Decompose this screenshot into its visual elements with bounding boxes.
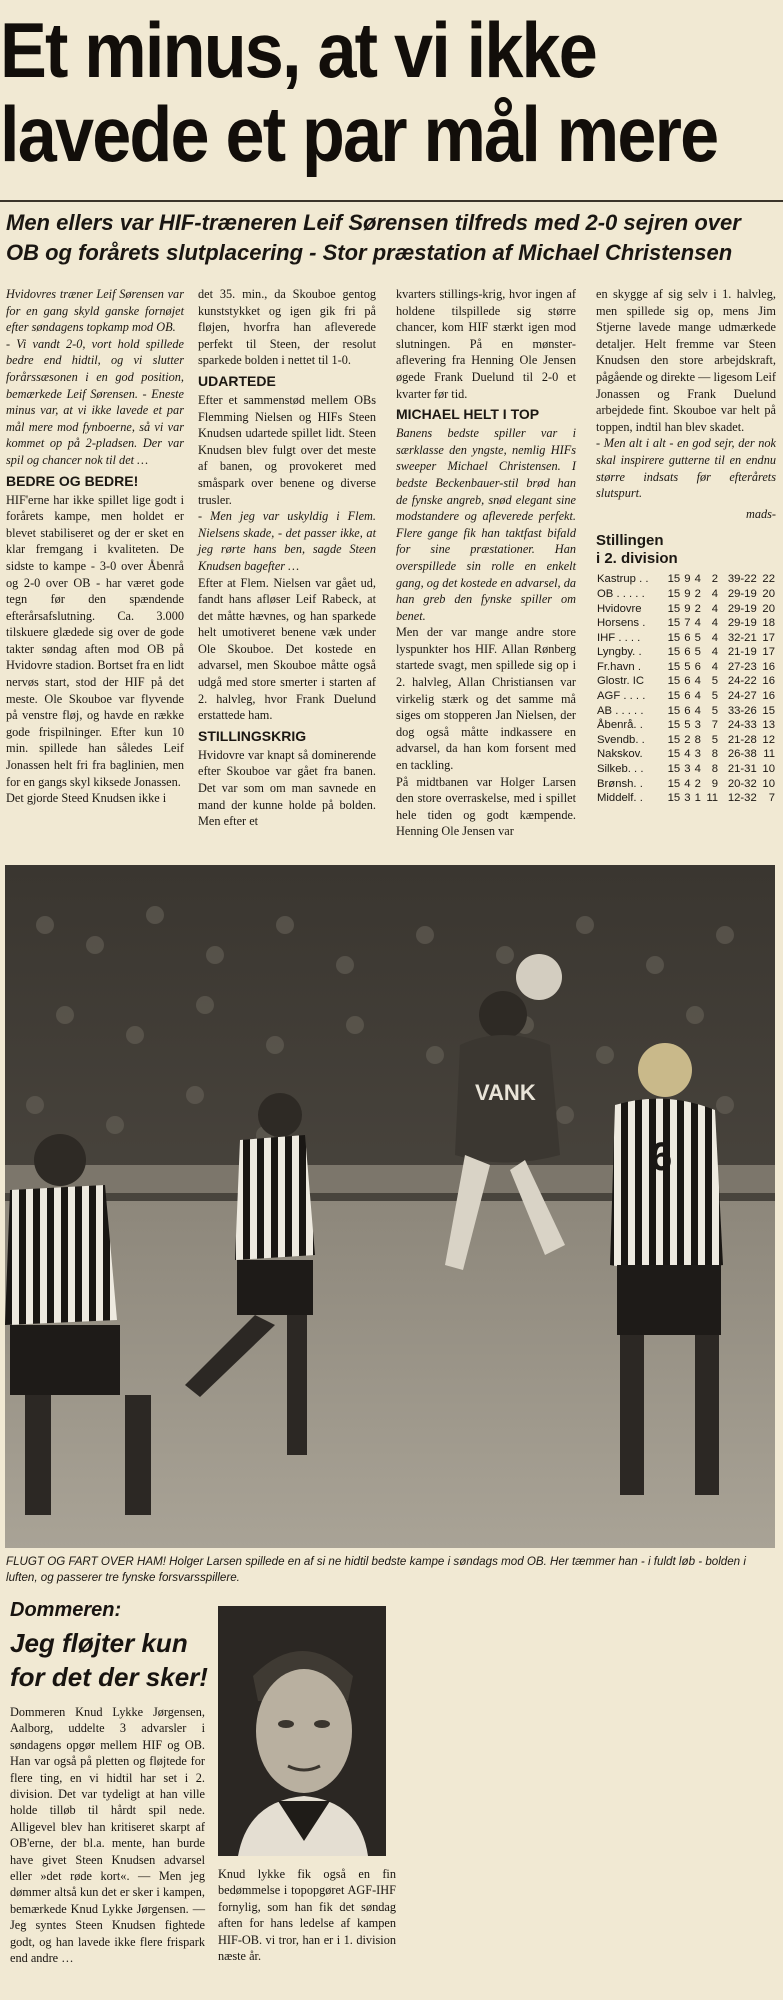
standings-value: 4 <box>694 704 701 717</box>
standings-value: 15 <box>667 792 681 805</box>
standings-value: 2 <box>694 777 701 790</box>
michael-paragraph: Banens bedste spiller var i særklasse den yngste, nemlig HIFs sweeper Michael Christensen. I bedste Beckenbauer-stil brød han de fynske angreb, snød elegant sine modstandere og afleverede perfekt. Flere gange fik han taktfast bifald for sine præstationer. Han overspillede sin rolle en enkelt gang, og det kostede en advarsel, da han greb den fynske spiller om benet. <box>396 426 576 623</box>
standings-value: 3 <box>694 748 701 761</box>
section-heading-udartede: UDARTEDE <box>198 372 276 389</box>
standings-team: Horsens . <box>597 617 646 630</box>
standings-value: 24-27 <box>727 690 757 703</box>
standings-value: 21-28 <box>727 733 757 746</box>
standings-value: 22 <box>762 573 775 586</box>
standings-team: Brønsh. . <box>597 777 643 790</box>
standings-team: Glostr. IC <box>597 675 645 688</box>
svg-text:6: 6 <box>650 1135 673 1179</box>
standings-value: 15 <box>667 631 681 644</box>
standings-value: 5 <box>711 690 719 703</box>
standings-team: Kastrup . . <box>597 573 649 586</box>
standings-value: 15 <box>667 733 681 746</box>
standings-value: 1 <box>694 792 701 805</box>
standings-value: 20 <box>762 587 775 600</box>
standings-team: Åbenrå. . <box>597 719 643 732</box>
standings-team: Hvidovre <box>597 602 642 615</box>
headline-line-1: Et minus, at vi ikke <box>0 6 597 94</box>
svg-text:VANK: VANK <box>475 1080 536 1105</box>
standings-value: 8 <box>694 733 701 746</box>
standings-team: Nakskov. <box>597 748 643 761</box>
standings-value: 4 <box>694 675 701 688</box>
article-paragraph: kvarters stillings-krig, hvor ingen af holdene tilspillede sig større chancer, kom HIF stærkt igen mod slutningen. På en mønster-aflevering fra Henning Ole Jensen øgede Frank Duelund til 2-0 et kvarter før tid. <box>396 287 576 401</box>
article-paragraph: det 35. min., da Skouboe gentog kunststykket og igen gik fri på fløjen, hvorfra han afleverede perfekt til Steen, der resolut sparkede bolden i nettet til 1-0. <box>198 287 376 368</box>
standings-value: 11 <box>706 792 719 805</box>
standings-row <box>596 602 776 617</box>
standings-value: 24-22 <box>727 675 757 688</box>
standings-value: 15 <box>762 704 775 717</box>
standings-row <box>596 572 776 587</box>
standings-value: 5 <box>694 646 701 659</box>
photo-caption: FLUGT OG FART OVER HAM! Holger Larsen spillede en af si ne hidtil bedste kampe i søndags mod OB. Her tæmmer han - i fuldt løb - bolden i luften, og passerer tre fynske forsvarsspillere. <box>6 1555 746 1584</box>
standings-value: 2 <box>694 587 701 600</box>
standings-value: 4 <box>694 690 701 703</box>
standings-team: Silkeb. . . <box>597 763 644 776</box>
standings-value: 15 <box>667 573 681 586</box>
standings-value: 8 <box>711 763 719 776</box>
standings-value: 4 <box>694 763 701 776</box>
article-paragraph: Efter at Flem. Nielsen var gået ud, fandt hans afløser Leif Rabeck, at det måtte hævnes, og han sparkede helt umotiveret benene væk under Ole Skouboe. Det kostede en advarsel, men Skouboe måtte også udgå med store smerter i starten af 2. halvleg, hvor Frank Duelund erstattede ham. <box>198 575 376 723</box>
box-title: Dommeren: <box>10 1599 122 1621</box>
standings-value: 15 <box>667 675 681 688</box>
article-paragraph: Efter et sammenstød mellem OBs Flemming Nielsen og HIFs Steen Knudsen udartede spillet lidt. Steen Knudsen blev fulgt over det meste af banen, og provokeret med småspark over benene og diverse trusler. <box>198 392 376 507</box>
standings-value: 26-38 <box>727 748 757 761</box>
standings-value: 6 <box>684 631 691 644</box>
referee-portrait-image <box>218 1606 386 1856</box>
standings-value: 3 <box>684 763 691 776</box>
standings-value: 6 <box>684 690 691 703</box>
article-column-1 <box>6 286 184 807</box>
standings-row <box>596 616 776 631</box>
standings-value: 4 <box>694 573 701 586</box>
article-column-4 <box>596 286 776 806</box>
standings-value: 12-32 <box>727 792 757 805</box>
standings-team: AGF . . . . <box>597 690 646 703</box>
standings-value: 4 <box>711 587 719 600</box>
trainer-quote: - Vi vandt 2-0, vort hold spillede bedre end hidtil, og vi slutter forårssæsonen i en god position, bemærkede Leif Sørensen. - Eneste minus var, at vi ikke lavede et par mål mere mod fynboerne, så vi var kommet op på 2-pladsen. Der var spil og chancer nok til det … <box>6 336 184 467</box>
standings-value: 4 <box>694 617 701 630</box>
standings-value: 29-19 <box>727 587 757 600</box>
standings-table <box>596 572 776 806</box>
standings-team: Lyngby. . <box>597 646 642 659</box>
standings-value: 5 <box>711 675 719 688</box>
standings-value: 4 <box>711 617 719 630</box>
standings-value: 7 <box>684 617 691 630</box>
standings-row <box>596 587 776 602</box>
standings-row <box>596 645 776 660</box>
article-paragraph: Hvidovre var knapt så dominerende efter Skouboe var gået fra banen. Det var som om man savnede en mand der kunne holde på bolden. Men efter et <box>198 747 376 829</box>
standings-team: Fr.havn . <box>597 660 641 673</box>
standings-row <box>596 733 776 748</box>
standings-team: Middelf. . <box>597 792 643 805</box>
article-paragraph: en skygge af sig selv i 1. halvleg, men spillede sig op, mens Jim Stjerne lavede mange udmærkede detaljer. Helt fremme var Steen Knudsen den store arbejdskraft, pågående og direkte — ligesom Leif Jonassen og Frank Duelund arbejdede fint. Skouboe var helt på toppen, indtil han blev skadet. <box>596 287 776 434</box>
standings-value: 10 <box>762 763 775 776</box>
standings-value: 16 <box>762 675 775 688</box>
standings-value: 3 <box>684 792 691 805</box>
headline <box>0 8 783 176</box>
standings-value: 9 <box>684 602 691 615</box>
standings-value: 4 <box>711 631 719 644</box>
box-headline: Jeg fløjter kun for det der sker! <box>10 1628 208 1692</box>
standings-team: OB . . . . . <box>597 587 645 600</box>
standings-value: 6 <box>684 675 691 688</box>
standings-value: 16 <box>762 690 775 703</box>
standings-value: 15 <box>667 690 681 703</box>
standings-value: 6 <box>684 646 691 659</box>
standings-value: 4 <box>711 646 719 659</box>
article-paragraph: På midtbanen var Holger Larsen den store overraskelse, med i spillet hele tiden og godt kæmpende. Henning Ole Jensen var <box>396 774 576 839</box>
section-heading-stillingskrig: STILLINGSKRIG <box>198 727 307 744</box>
headline-line-2: lavede et par mål mere <box>0 90 718 178</box>
author-signature: mads- <box>745 506 776 521</box>
standings-value: 15 <box>667 777 681 790</box>
box-text: Dommeren Knud Lykke Jørgensen, Aalborg, uddelte 3 advarsler i søndagens opgør mellem HIF og OB. Han var også på pletten og fløjtede for flere ting, en vi hidtil har set i 2. division. Det var tydeligt at han ville holde tilløb til hårdt spil nede. Alligevel blev han kritiseret skarpt af OB'erne, der bl.a. mente, han burde have givet Steen Knudsen advarsel eller »det røde kort«. — Men jeg dømmer altså kun det er sker i kampen, bemærkede Knud Lykke Jørgensen. — Jeg syntes Steen Knudsen fightede godt, og han lavede ikke flere frispark end andre … <box>10 1705 205 1966</box>
standings-value: 15 <box>667 617 681 630</box>
standings-value: 9 <box>684 573 691 586</box>
standings-value: 15 <box>667 719 681 732</box>
standings-value: 12 <box>762 733 775 746</box>
standings-value: 4 <box>711 602 719 615</box>
standings-value: 20 <box>762 602 775 615</box>
standings-row <box>596 762 776 777</box>
standings-value: 27-23 <box>727 660 757 673</box>
standings-value: 5 <box>684 719 691 732</box>
standings-value: 29-19 <box>727 602 757 615</box>
standings-value: 6 <box>684 704 691 717</box>
standings-team: Svendb. . <box>597 733 645 746</box>
standings-value: 4 <box>711 660 719 673</box>
standings-value: 7 <box>768 792 775 805</box>
standings-title: Stillingen i 2. division <box>596 532 678 568</box>
standings-row <box>596 660 776 675</box>
standings-value: 15 <box>667 704 681 717</box>
standings-value: 4 <box>684 748 691 761</box>
standings-value: 24-33 <box>727 719 757 732</box>
standings-value: 9 <box>684 587 691 600</box>
standings-value: 5 <box>684 660 691 673</box>
article-intro: Hvidovres træner Leif Sørensen var for en gang skyld ganske fornøjet efter søndagens topkamp mod OB. <box>6 287 184 335</box>
match-photo <box>5 865 775 1548</box>
section-heading-bedre: BEDRE OG BEDRE! <box>6 472 139 489</box>
standings-value: 20-32 <box>727 777 757 790</box>
standings-team: AB . . . . . <box>597 704 644 717</box>
standings-team: IHF . . . . <box>597 631 641 644</box>
standings-row <box>596 689 776 704</box>
standings-value: 15 <box>667 763 681 776</box>
standings-value: 21-19 <box>727 646 757 659</box>
standings-value: 7 <box>711 719 719 732</box>
portrait-caption: Knud lykke fik også en fin bedømmelse i topopgøret AGF-IHF fornylig, som han fik det søndag aften for hans ledelse af kampen HIF-OB. vi tror, han er i 1. division næste år. <box>218 1867 396 1964</box>
standings-value: 2 <box>711 573 719 586</box>
subheadline: Men ellers var HIF-træneren Leif Sørensen tilfreds med 2-0 sejren over OB og forårets slutplacering - Stor præstation af Michael Christensen <box>6 210 741 265</box>
standings-value: 15 <box>667 587 681 600</box>
standings-row <box>596 674 776 689</box>
article-column-2 <box>198 286 376 830</box>
article-paragraph: Men der var mange andre store lyspunkter hos HIF. Allan Rønberg startede svagt, men spillede sig op i 2. halvleg, Allan Christiansen var virkelig stærk og det samme må siges om stopperen Jan Nielsen, der dog også måtte indkassere en advarsel, da han kom forsent med en tackling. <box>396 625 576 773</box>
standings-row <box>596 791 776 806</box>
article-paragraph: HIF'erne har ikke spillet lige godt i forårets kampe, men holdet er blevet stabiliseret og der er sket en klar fremgang i kvaliteten. De sidste to kampe - 3-0 over Åbenrå og 2-0 over OB - har været gode tegn før den spændende efterårsafslutning. Ca. 3.000 tilskuere glædede sig over de gode takter søndag aften mod OB på Hvidovre stadion. Bortset fra en lidt nervøs start, stod der HIF på det meste. Ole Skouboe var flyvende på venstre fløj, og havde en række gode frispilninger. Efter kun 10 min. spillede han således Leif Jonassen helt fri fra baglinien, men for en gangs skyl kiksede Jonassen. <box>6 492 184 789</box>
standings-value: 16 <box>762 660 775 673</box>
referee-portrait <box>218 1606 386 1856</box>
standings-value: 32-21 <box>727 631 757 644</box>
standings-value: 6 <box>694 660 701 673</box>
standings-value: 2 <box>684 733 691 746</box>
standings-value: 10 <box>762 777 775 790</box>
standings-value: 4 <box>684 777 691 790</box>
standings-value: 21-31 <box>727 763 757 776</box>
headline-rule <box>0 200 783 202</box>
standings-row <box>596 718 776 733</box>
standings-value: 15 <box>667 646 681 659</box>
standings-value: 2 <box>694 602 701 615</box>
standings-row <box>596 631 776 646</box>
player-quote: - Men jeg var uskyldig i Flem. Nielsens skade, - det passer ikke, at jeg rørte hans ben, sagde Steen Knudsen bagefter … <box>198 509 376 573</box>
standings-value: 11 <box>763 748 775 761</box>
standings-value: 5 <box>711 733 719 746</box>
standings-row <box>596 747 776 762</box>
standings-value: 5 <box>694 631 701 644</box>
standings-value: 5 <box>711 704 719 717</box>
standings-value: 13 <box>762 719 775 732</box>
standings-value: 15 <box>667 660 681 673</box>
referee-box <box>0 1588 783 2000</box>
standings-value: 18 <box>762 617 775 630</box>
closing-quote: - Men alt i alt - en god sejr, der nok skal inspirere gutterne til en endnu større indsats før efterårets slutspurt. <box>596 436 776 501</box>
standings-row <box>596 777 776 792</box>
standings-value: 3 <box>694 719 701 732</box>
standings-value: 15 <box>667 748 681 761</box>
match-photo-image <box>5 865 775 1548</box>
standings-row <box>596 704 776 719</box>
standings-value: 29-19 <box>727 617 757 630</box>
standings-value: 15 <box>667 602 681 615</box>
article-paragraph: Det gjorde Steed Knudsen ikke i <box>6 791 167 806</box>
article-column-3 <box>396 286 576 840</box>
standings-value: 33-26 <box>727 704 757 717</box>
standings-value: 17 <box>762 631 775 644</box>
section-heading-michael: MICHAEL HELT I TOP <box>396 406 540 423</box>
standings-value: 8 <box>711 748 719 761</box>
standings-value: 39-22 <box>727 573 757 586</box>
standings-value: 9 <box>711 777 719 790</box>
standings-value: 17 <box>762 646 775 659</box>
